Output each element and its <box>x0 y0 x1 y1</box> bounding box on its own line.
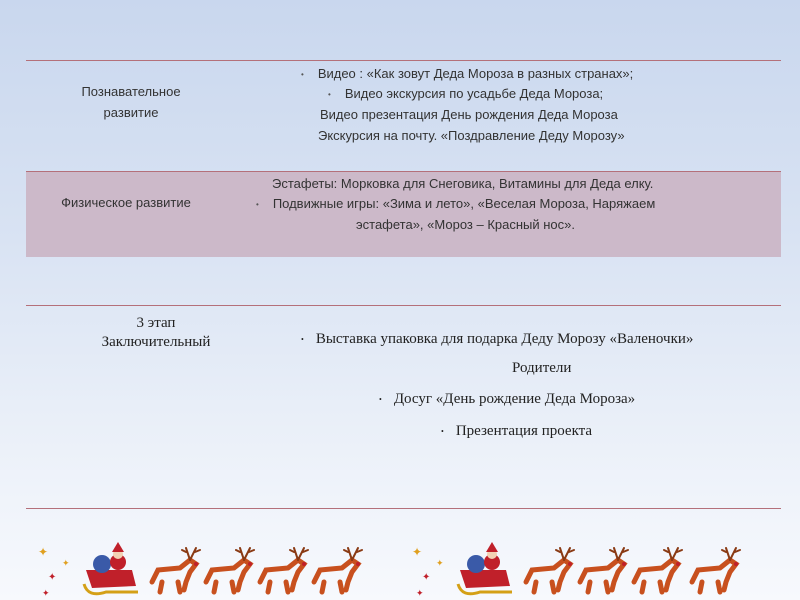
list-item: • Выставка упаковка для подарка Деду Морозу «Валеночки» <box>301 331 694 347</box>
row-label-cognitive: Познавательное развитие <box>81 84 181 120</box>
list-item: Видео презентация День рождения Деда Мороза <box>320 107 618 122</box>
bullet-icon: • <box>328 90 331 100</box>
bullet-icon: • <box>301 70 304 80</box>
bullet-icon: • <box>379 395 382 405</box>
list-item: Экскурсия на почту. «Поздравление Деду Морозу» <box>318 128 625 143</box>
list-item: • Презентация проекта <box>441 423 593 439</box>
list-item: Родители <box>512 360 572 376</box>
stage-name: Заключительный <box>101 334 211 350</box>
cognitive-development-row <box>26 61 781 171</box>
physical-development-row <box>26 171 781 257</box>
decoration-group-left <box>38 542 362 598</box>
list-item: • Подвижные игры: «Зима и лето», «Веселая Мороза, Наряжаем <box>256 196 656 211</box>
bullet-icon: • <box>256 200 259 210</box>
row-label-physical: Физическое развитие <box>61 195 191 210</box>
list-item: • Досуг «День рождение Деда Мороза» <box>379 391 636 407</box>
list-item: Эстафеты: Морковка для Снеговика, Витамины для Деда елку. <box>272 176 654 191</box>
bullet-icon: • <box>441 427 444 437</box>
santa-sleigh-reindeer-icon: ✦ ✦ ✦ ✦ <box>0 538 800 600</box>
stage-number: 3 этап <box>136 315 176 331</box>
bullet-icon: • <box>301 335 304 345</box>
final-stage-table <box>26 305 781 509</box>
stage-heading <box>66 314 246 352</box>
list-item: • Видео экскурсия по усадьбе Деда Мороза; <box>328 86 604 101</box>
activities-table <box>26 60 781 257</box>
decoration-group-right <box>412 542 740 598</box>
list-item: эстафета», «Мороз – Красный нос». <box>356 217 576 232</box>
list-item: • Видео : «Как зовут Деда Мороза в разных странах»; <box>301 66 634 81</box>
